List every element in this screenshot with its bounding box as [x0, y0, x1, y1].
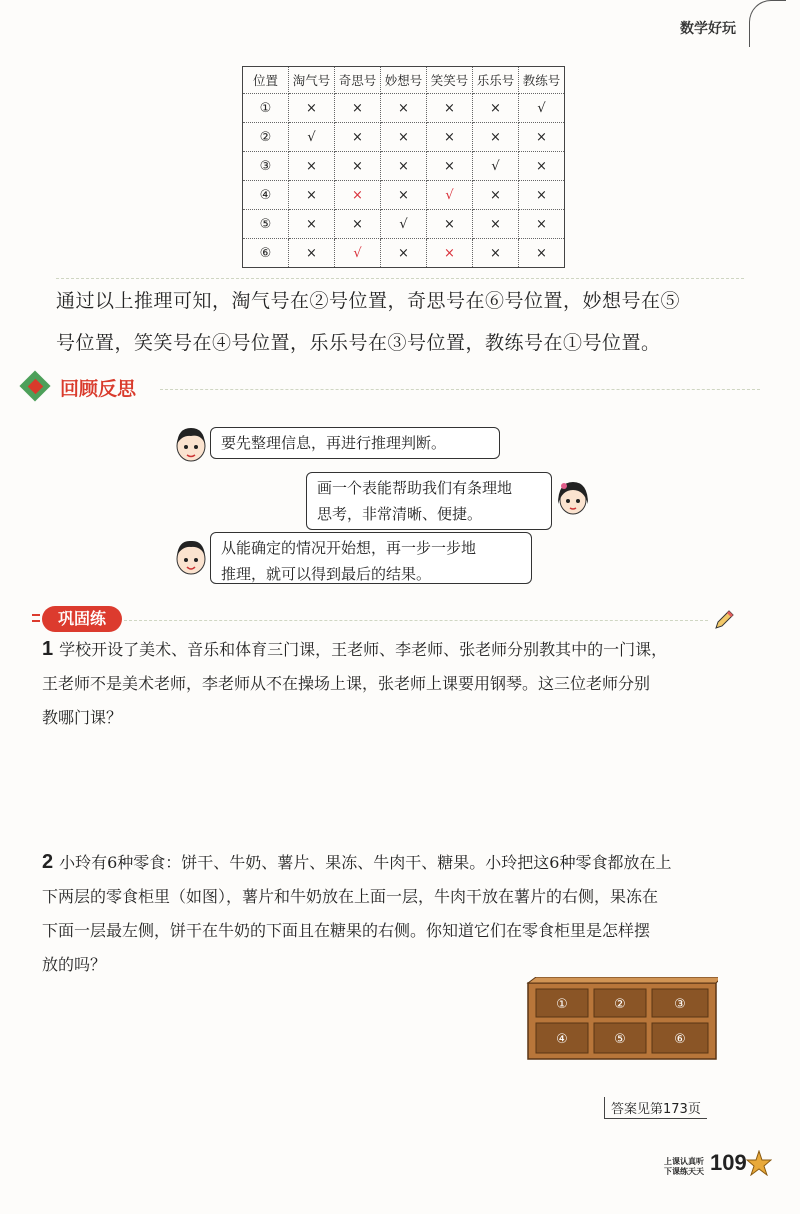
question-1 — [42, 632, 762, 735]
review-title: 回顾反思 — [60, 378, 137, 400]
page-corner-decoration — [749, 0, 786, 47]
table-header: 笑笑号 — [427, 67, 473, 94]
cabinet-label: ④ — [556, 1032, 568, 1047]
badge-mark — [32, 614, 40, 616]
table-cell: × — [473, 210, 519, 239]
table-cell: × — [473, 239, 519, 268]
cabinet-label: ② — [614, 997, 626, 1012]
table-cell: √ — [289, 123, 335, 152]
slogan-line: 下课练天天 — [664, 1167, 704, 1176]
table-cell: √ — [427, 181, 473, 210]
table-header: 乐乐号 — [473, 67, 519, 94]
table-cell: × — [335, 181, 381, 210]
table-header: 位置 — [243, 67, 289, 94]
question-number: 1 — [42, 638, 54, 660]
question-text: 学校开设了美术、音乐和体育三门课，王老师、李老师、张老师分别教其中的一门课， — [59, 640, 668, 659]
cabinet-label: ① — [556, 997, 568, 1012]
table-header: 教练号 — [519, 67, 565, 94]
cabinet-label: ⑤ — [614, 1032, 626, 1047]
cabinet-label: ③ — [674, 997, 686, 1012]
footer-slogan — [660, 1157, 708, 1177]
section-title: 数学好玩 — [680, 21, 736, 37]
table-cell: × — [427, 123, 473, 152]
table-cell: × — [381, 123, 427, 152]
table-cell: × — [289, 210, 335, 239]
table-cell: × — [381, 239, 427, 268]
table-cell: × — [473, 94, 519, 123]
question-text: 小玲有6种零食：饼干、牛奶、薯片、果冻、牛肉干、糖果。小玲把这6种零食都放在上 — [59, 853, 672, 872]
slogan-line: 上课认真听 — [664, 1157, 704, 1166]
table-cell: √ — [335, 239, 381, 268]
conclusion-line: 通过以上推理可知，淘气号在②号位置，奇思号在⑥号位置，妙想号在⑤ — [56, 290, 681, 312]
table-cell: √ — [381, 210, 427, 239]
row-position: ① — [243, 94, 289, 123]
table-cell: × — [427, 239, 473, 268]
table-cell: × — [335, 123, 381, 152]
row-position: ③ — [243, 152, 289, 181]
table-cell: × — [335, 152, 381, 181]
pencil-icon — [712, 608, 736, 632]
question-2 — [42, 845, 762, 982]
table-cell: × — [381, 94, 427, 123]
bubble-text: 画一个表能帮助我们有条理地 — [317, 479, 513, 497]
table-cell: × — [289, 239, 335, 268]
bubble-text: 推理，就可以得到最后的结果。 — [221, 565, 432, 583]
table-row — [243, 239, 565, 268]
practice-badge: 巩固练 — [42, 606, 122, 632]
table-cell: √ — [473, 152, 519, 181]
speech-bubble — [210, 427, 500, 459]
table-header: 淘气号 — [289, 67, 335, 94]
reasoning-table — [242, 66, 565, 268]
divider — [56, 278, 744, 279]
table-header: 妙想号 — [381, 67, 427, 94]
boy2-avatar-icon — [174, 537, 208, 577]
question-text: 王老师不是美术老师，李老师从不在操场上课，张老师上课要用钢琴。这三位老师分别 — [42, 674, 651, 693]
row-position: ⑤ — [243, 210, 289, 239]
table-cell: × — [381, 152, 427, 181]
table-cell: × — [335, 94, 381, 123]
table-cell: × — [427, 210, 473, 239]
table-cell: × — [427, 152, 473, 181]
page-number: 109 — [710, 1150, 747, 1175]
badge-mark — [32, 620, 40, 622]
table-cell: × — [519, 152, 565, 181]
question-text: 下面一层最左侧，饼干在牛奶的下面且在糖果的右侧。你知道它们在零食柜里是怎样摆 — [42, 921, 651, 940]
answer-reference: 答案见第173页 — [604, 1097, 707, 1119]
table-cell: × — [519, 181, 565, 210]
row-position: ② — [243, 123, 289, 152]
table-cell: × — [335, 210, 381, 239]
table-cell: × — [289, 152, 335, 181]
table-cell: × — [519, 210, 565, 239]
bubble-text: 要先整理信息，再进行推理判断。 — [221, 434, 447, 452]
table-cell: × — [289, 94, 335, 123]
table-header-row — [243, 67, 565, 94]
table-cell: × — [289, 181, 335, 210]
table-header: 奇思号 — [335, 67, 381, 94]
row-position: ④ — [243, 181, 289, 210]
bubble-text: 从能确定的情况开始想，再一步一步地 — [221, 539, 477, 557]
table-cell: √ — [519, 94, 565, 123]
speech-bubble — [210, 532, 532, 584]
table-cell: × — [519, 123, 565, 152]
snack-cabinet-illustration — [526, 977, 718, 1061]
table-row — [243, 94, 565, 123]
speech-bubble — [306, 472, 552, 530]
boy-avatar-icon — [174, 424, 208, 464]
girl-avatar-icon — [556, 478, 590, 518]
review-divider — [160, 389, 760, 390]
question-text: 教哪门课？ — [42, 708, 123, 727]
star-icon — [746, 1150, 772, 1176]
table-row — [243, 123, 565, 152]
table-cell: × — [473, 123, 519, 152]
bubble-text: 思考，非常清晰、便捷。 — [317, 505, 483, 523]
table-row — [243, 152, 565, 181]
question-text: 放的吗？ — [42, 955, 107, 974]
question-number: 2 — [42, 851, 54, 873]
practice-divider — [124, 620, 708, 621]
table-cell: × — [427, 94, 473, 123]
question-text: 下两层的零食柜里（如图），薯片和牛奶放在上面一层，牛肉干放在薯片的右侧，果冻在 — [42, 887, 659, 906]
table-row — [243, 210, 565, 239]
conclusion-line: 号位置，笑笑号在④号位置，乐乐号在③号位置，教练号在①号位置。 — [56, 332, 661, 354]
row-position: ⑥ — [243, 239, 289, 268]
cabinet-label: ⑥ — [674, 1032, 686, 1047]
table-cell: × — [473, 181, 519, 210]
table-cell: × — [519, 239, 565, 268]
table-cell: × — [381, 181, 427, 210]
table-row — [243, 181, 565, 210]
